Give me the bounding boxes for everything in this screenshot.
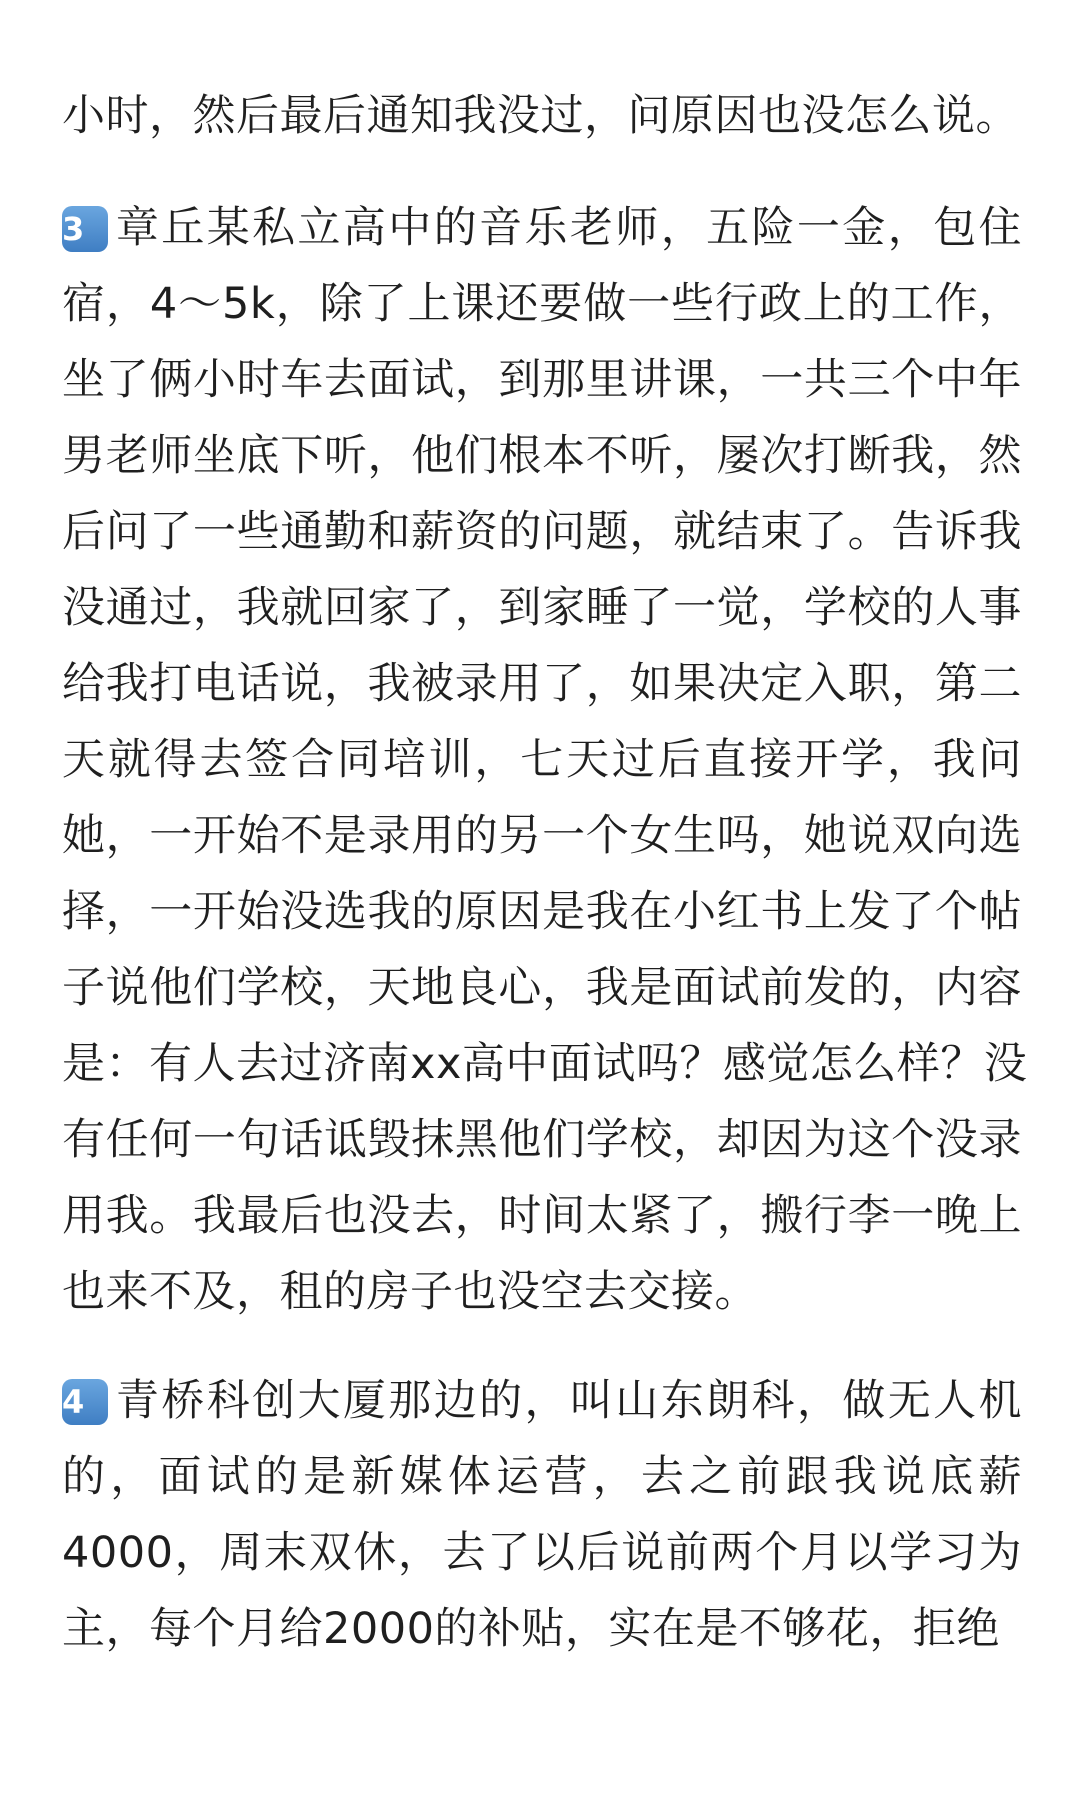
text-line: 择，一开始没选我的原因是我在小红书上发了个帖	[62, 887, 1022, 937]
text-line: 坐了俩小时车去面试，到那里讲课，一共三个中年	[62, 355, 1022, 405]
text-line: 子说他们学校，天地良心，我是面试前发的，内容	[62, 963, 1022, 1013]
paragraph-3	[62, 1363, 1022, 1667]
text-line: 给我打电话说，我被录用了，如果决定入职，第二	[62, 659, 1022, 709]
text-line: 用我。我最后也没去，时间太紧了，搬行李一晚上	[62, 1191, 1022, 1241]
text-line: 没通过，我就回家了，到家睡了一觉，学校的人事	[62, 583, 1022, 633]
text-line	[62, 190, 1022, 266]
text-line: 4000，周末双休，去了以后说前两个月以学习为	[62, 1528, 1022, 1578]
paragraph-1	[62, 78, 1022, 154]
text-line: 男老师坐底下听，他们根本不听，屡次打断我，然	[62, 431, 1022, 481]
text-line: 小时，然后最后通知我没过，问原因也没怎么说。	[62, 91, 1019, 141]
text-line-content: 青桥科创大厦那边的，叫山东朗科，做无人机	[114, 1376, 1022, 1426]
text-line: 宿，4～5k，除了上课还要做一些行政上的工作，	[62, 279, 1022, 329]
text-line: 后问了一些通勤和薪资的问题，就结束了。告诉我	[62, 507, 1022, 557]
text-line-content: 章丘某私立高中的音乐老师，五险一金，包住	[114, 203, 1022, 253]
paragraph-2	[62, 190, 1028, 1330]
text-line: 有任何一句话诋毁抹黑他们学校，却因为这个没录	[62, 1115, 1022, 1165]
text-line	[62, 1363, 1022, 1439]
keycap-3-icon: 3	[62, 206, 108, 252]
keycap-4-icon: 4	[62, 1379, 108, 1425]
text-line: 是：有人去过济南xx高中面试吗？感觉怎么样？没	[62, 1039, 1028, 1089]
text-line: 主，每个月给2000的补贴，实在是不够花，拒绝	[62, 1604, 1000, 1654]
text-line: 的，面试的是新媒体运营，去之前跟我说底薪	[62, 1452, 1022, 1502]
text-line: 她，一开始不是录用的另一个女生吗，她说双向选	[62, 811, 1022, 861]
text-line: 也来不及，租的房子也没空去交接。	[62, 1267, 758, 1317]
text-line: 天就得去签合同培训，七天过后直接开学，我问	[62, 735, 1022, 785]
